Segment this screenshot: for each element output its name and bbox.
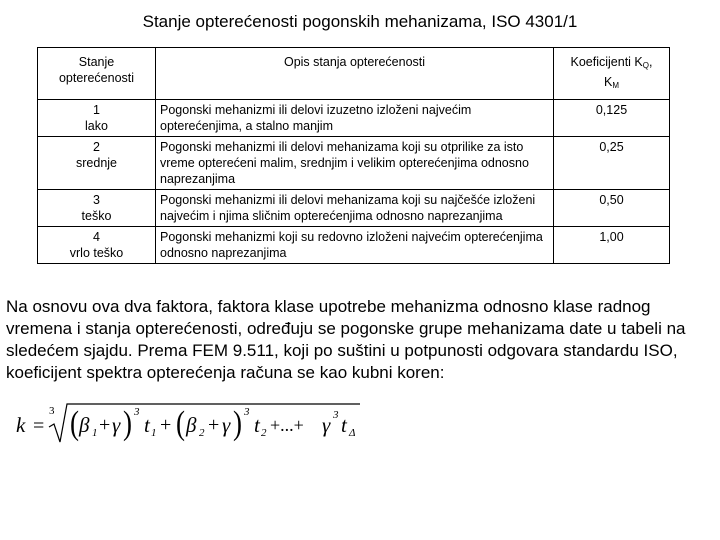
table-row (38, 227, 670, 264)
formula-beta-2-sub: 2 (199, 427, 205, 439)
header-coef-k: K (603, 75, 613, 89)
state-cell (38, 227, 156, 264)
formula-gamma-2: γ (222, 413, 231, 437)
state-cell (38, 190, 156, 227)
formula-equals: = (33, 415, 45, 437)
formula-exp-3: 3 (333, 409, 339, 421)
formula-open-paren-2: ( (176, 404, 186, 442)
formula-t-2: t (254, 413, 260, 437)
header-description: Opis stanja opterećenosti (156, 48, 554, 100)
header-load-state-line1: Stanje (78, 55, 115, 69)
formula-beta-1: β (79, 413, 90, 437)
page-title: Stanje opterećenosti pogonskih mehanizama, ISO 4301/1 (142, 12, 578, 31)
description-cell: Pogonski mehanizmi ili delovi mehanizama koji su otprilike za isto vreme opterećeni malim, srednjim i velikim opterećenjima odnosno naprezanjima (156, 137, 554, 190)
state-cell (38, 137, 156, 190)
description-cell: Pogonski mehanizmi ili delovi mehanizama koji su najčešće izloženi najvećim i njima sličnim opterećenjima odnosno naprezanjima (156, 190, 554, 227)
formula-plus-2: + (160, 414, 172, 436)
header-coef-sub-q: Q (642, 61, 649, 70)
state-label: srednje (76, 156, 117, 170)
formula-gamma-3: γ (322, 413, 331, 437)
formula-t-delta: t (341, 413, 347, 437)
formula-t-1: t (144, 413, 150, 437)
coefficient-cell: 0,25 (554, 137, 670, 190)
load-state-table (37, 47, 670, 264)
state-label: teško (81, 209, 112, 223)
formula-open-paren-1: ( (70, 404, 80, 442)
state-label: vrlo teško (69, 246, 124, 260)
state-number: 2 (93, 140, 100, 154)
state-number: 1 (93, 103, 100, 117)
formula-t-delta-sub: Δ (349, 427, 356, 439)
coefficient-cell: 1,00 (554, 227, 670, 264)
formula-exp-2: 3 (244, 406, 250, 418)
header-coef-prefix: Koeficijenti K (570, 55, 643, 69)
formula-close-paren-2: ) (233, 404, 243, 442)
state-number: 3 (93, 193, 100, 207)
formula-exp-1: 3 (134, 406, 140, 418)
header-load-state-line2: opterećenosti (58, 71, 135, 85)
table-row (38, 190, 670, 227)
formula-t-1-sub: 1 (151, 427, 157, 439)
formula-lhs: k (16, 413, 26, 437)
header-coef-sub-m: M (612, 81, 619, 90)
formula-t-2-sub: 2 (261, 427, 267, 439)
description-cell: Pogonski mehanizmi ili delovi izuzetno izloženi najvećim opterećenjima, a stalno manjim (156, 100, 554, 137)
formula-plus-3: + (208, 414, 220, 436)
formula-beta-1-sub: 1 (92, 427, 98, 439)
header-load-state (38, 48, 156, 100)
formula-beta-2: β (186, 413, 197, 437)
table-row (38, 137, 670, 190)
header-coefficients (554, 48, 670, 100)
formula-root-index: 3 (49, 405, 55, 417)
formula-gamma-1: γ (112, 413, 121, 437)
state-label: lako (85, 119, 108, 133)
coefficient-cell: 0,125 (554, 100, 670, 137)
description-cell: Pogonski mehanizmi koji su redovno izloženi najvećim opterećenjima odnosno naprezanjima (156, 227, 554, 264)
state-number: 4 (93, 230, 100, 244)
explanation-paragraph: Na osnovu ova dva faktora, faktora klase upotrebe mehanizma odnosno klase radnog vremena i stanja opterećenosti, određuju se pogonske grupe mehanizama date u tabeli na sledećem sjajdu. Prema FEM 9.511, koji po suštini u potpunosti odgovara standardu ISO, koeficijent spektra opterećenja računa se kao kubni koren: (6, 297, 686, 382)
formula-plus-1: + (99, 414, 111, 436)
formula-ellipsis: +...+ (270, 415, 304, 435)
state-cell (38, 100, 156, 137)
formula-close-paren-1: ) (123, 404, 133, 442)
coefficient-cell: 0,50 (554, 190, 670, 227)
table-header-row (38, 48, 670, 100)
load-spectrum-formula (10, 398, 370, 448)
header-coef-sep: , (649, 55, 653, 69)
table-row (38, 100, 670, 137)
